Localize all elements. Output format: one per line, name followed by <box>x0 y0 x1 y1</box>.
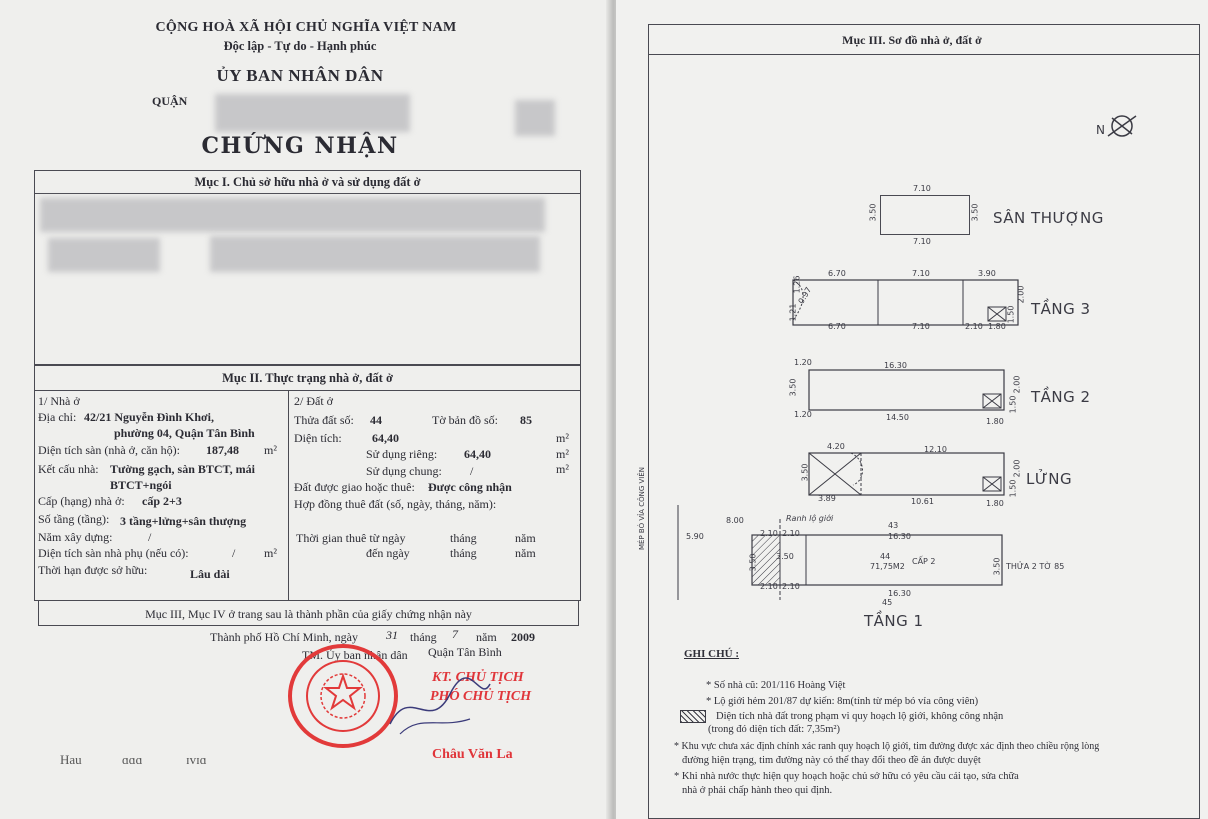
serial-mark-1: Hau <box>60 752 82 767</box>
house-grade: CẤP 2 <box>912 557 936 566</box>
aux-area-label: Diện tích sàn nhà phụ (nếu có): <box>38 546 189 560</box>
floor1-plan <box>668 505 1008 605</box>
redacted-owner-block-3 <box>210 236 540 272</box>
dim-f2-f: 3.50 <box>788 378 798 397</box>
country-heading: CỘNG HOÀ XÃ HỘI CHỦ NGHĨA VIỆT NAM <box>155 20 457 35</box>
house-heading: 1/ Nhà ở <box>38 394 80 408</box>
dim-f3-h: 2.00 <box>1016 285 1026 304</box>
national-motto: Độc lập - Tự do - Hạnh phúc <box>223 39 377 53</box>
dim-f2-b: 16.30 <box>884 361 907 370</box>
role-vice: KT. CHỦ TỊCH <box>432 670 524 685</box>
lease-to-month: tháng <box>450 546 477 560</box>
svg-text:N: N <box>1096 123 1105 137</box>
aux-area-unit: m² <box>264 546 277 560</box>
floor2-label: TẦNG 2 <box>1031 388 1091 406</box>
redacted-owner-block-2 <box>48 238 160 272</box>
land-area-unit: m² <box>556 431 569 445</box>
rooftop-plan <box>880 195 970 235</box>
allocation-label: Đất được giao hoặc thuê: <box>294 480 415 494</box>
lease-to-label: đến ngày <box>366 546 410 560</box>
dim-g-g: 2.10 <box>782 582 800 591</box>
role-vice-chair: PHÓ CHỦ TỊCH <box>430 689 532 704</box>
dim-g-a: 8.00 <box>726 516 744 525</box>
floor-area-unit: m² <box>264 443 277 457</box>
committee-district: Quận Tân Bình <box>428 645 502 659</box>
serial-mark-2: ɑɑɑ <box>122 752 143 767</box>
note-old-number: * Số nhà cũ: 201/116 Hoàng Việt <box>706 680 846 691</box>
note-renovation-1: * Khi nhà nước thực hiện quy hoạch hoặc chủ sở hữu có yêu cầu cải tạo, sửa chữa <box>674 771 1019 782</box>
redacted-district <box>215 94 410 132</box>
floors-value: 3 tầng+lửng+sân thượng <box>120 514 247 528</box>
lease-from-year: năm <box>515 531 536 545</box>
section3-divider <box>648 54 1200 55</box>
date-year-label: năm <box>476 630 497 644</box>
floor1-label: TẦNG 1 <box>864 612 924 630</box>
grade-label: Cấp (hạng) nhà ở: <box>38 494 125 508</box>
north-arrow-icon <box>1094 108 1144 144</box>
shared-use-value: / <box>470 464 474 478</box>
date-year: 2009 <box>511 630 535 644</box>
date-day: 31 <box>386 628 398 642</box>
certificate-title: CHỨNG NHẬN <box>201 133 399 159</box>
parcel-area: 71,75M2 <box>870 562 905 571</box>
signer-name: Châu Văn La <box>432 747 513 762</box>
dim-lz-f: 3.50 <box>800 463 810 482</box>
rooftop-label: SÂN THƯỢNG <box>993 209 1104 227</box>
note-hatch-1: Diện tích nhà đất trong phạm vi quy hoạch lộ giới, không công nhận <box>716 711 1004 722</box>
section2-title: Mục II. Thực trạng nhà ở, đất ở <box>222 371 393 385</box>
dim-rt-top: 7.10 <box>913 184 931 193</box>
neighbor-parcel: THỬA 2 TỜ 85 <box>1006 562 1065 571</box>
committee-heading: ỦY BAN NHÂN DÂN <box>216 66 384 85</box>
mezzanine-label: LỬNG <box>1026 470 1073 488</box>
land-area-label: Diện tích: <box>294 431 342 445</box>
dim-f3-e: 7.10 <box>912 322 930 331</box>
dim-f3-l: 1.26 <box>792 275 802 294</box>
address-label: Địa chỉ: <box>38 410 77 424</box>
hatch-legend-icon <box>680 710 706 723</box>
dim-rt-left: 3.50 <box>868 203 878 222</box>
build-year-value: / <box>148 530 152 544</box>
shared-use-label: Sử dụng chung: <box>366 464 442 478</box>
district-label: QUẬN <box>152 94 188 108</box>
certificate-right-page <box>616 0 1208 819</box>
dim-lz-h: 1.50 <box>1008 479 1018 498</box>
dim-rt-right: 3.50 <box>970 203 980 222</box>
dim-f2-d: 14.50 <box>886 413 909 422</box>
dim-f3-b: 7.10 <box>912 269 930 278</box>
dim-f2-e: 1.80 <box>986 417 1004 426</box>
dim-lz-d: 10.61 <box>911 497 934 506</box>
dim-f2-a: 1.20 <box>794 358 812 367</box>
land-area-value: 64,40 <box>372 431 399 445</box>
lot-45: 45 <box>882 598 893 607</box>
note-undetermined-2: đường hiện trạng, tim đường này có thể thay đổi theo đề án được duyệt <box>682 755 981 766</box>
note-undetermined-1: * Khu vực chưa xác định chính xác ranh quy hoạch lộ giới, tim đường được xác định theo chiều rộng lòng <box>674 741 1100 752</box>
parcel-number: 44 <box>880 552 891 561</box>
section3-title: Mục III. Sơ đồ nhà ở, đất ở <box>842 33 982 47</box>
dim-f2-g: 2.00 <box>1012 375 1022 394</box>
seal-emblem-icon <box>292 648 394 744</box>
section1-divider <box>34 193 581 194</box>
build-year-label: Năm xây dựng: <box>38 530 113 544</box>
dim-g-b: 5.90 <box>686 532 704 541</box>
dim-g-j: 3.50 <box>776 552 794 561</box>
parcel-value: 44 <box>370 413 382 427</box>
committee-line: TM. Ủy ban nhân dân <box>302 648 408 662</box>
dim-g-f: 2.10 <box>760 582 778 591</box>
floor-area-value: 187,48 <box>206 443 239 457</box>
private-use-value: 64,40 <box>464 447 491 461</box>
dim-f3-c: 3.90 <box>978 269 996 278</box>
parcel-label: Thửa đất số: <box>294 413 354 427</box>
dim-f3-i: 1.50 <box>1006 305 1016 324</box>
note-hatch-2: (trong đó diện tích đất: 7,35m²) <box>708 724 841 735</box>
note-renovation-2: nhà ở phải chấp hành theo qui định. <box>682 785 833 796</box>
floor-area-label: Diện tích sàn (nhà ở, căn hộ): <box>38 443 180 457</box>
private-use-label: Sử dụng riêng: <box>366 447 438 461</box>
shared-use-unit: m² <box>556 462 569 476</box>
lot-43: 43 <box>888 521 899 530</box>
date-month-label: tháng <box>410 630 437 644</box>
map-label: Tờ bản đồ số: <box>432 413 499 427</box>
section1-title: Mục I. Chủ sở hữu nhà ở và sử dụng đất ở <box>194 175 421 189</box>
dim-g-h: 16.30 <box>888 589 911 598</box>
structure-label: Kết cấu nhà: <box>38 462 99 476</box>
setback-label: Ranh lộ giới <box>786 514 834 523</box>
dim-lz-a: 4.20 <box>827 442 845 451</box>
lease-from-label: Thời gian thuê từ ngày <box>296 531 406 545</box>
notes-title: GHI CHÚ : <box>684 648 739 660</box>
floors-label: Số tầng (tầng): <box>38 512 110 526</box>
land-heading: 2/ Đất ở <box>294 394 334 408</box>
dim-rt-bottom: 7.10 <box>913 237 931 246</box>
dim-f3-g: 1.80 <box>988 322 1006 331</box>
lease-to-year: năm <box>515 546 536 560</box>
dim-g-d: 2.10 <box>782 529 800 538</box>
dim-g-e: 16.30 <box>888 532 911 541</box>
floor3-label: TẦNG 3 <box>1031 300 1091 318</box>
private-use-unit: m² <box>556 447 569 461</box>
redacted-district-2 <box>515 100 555 136</box>
lease-label: Hợp đồng thuê đất (số, ngày, tháng, năm): <box>294 497 497 511</box>
dim-lz-e: 1.80 <box>986 499 1004 508</box>
dim-g-k: 3.50 <box>992 557 1002 576</box>
dim-f3-d: 6.70 <box>828 322 846 331</box>
dim-f3-a: 6.70 <box>828 269 846 278</box>
dim-f3-k: 0.97 <box>796 285 814 306</box>
structure-line1: Tường gạch, sàn BTCT, mái <box>110 462 255 476</box>
dim-g-i: 3.50 <box>748 553 758 572</box>
dim-f2-h: 1.50 <box>1008 395 1018 414</box>
lease-from-month: tháng <box>450 531 477 545</box>
dim-f3-j: 1.21 <box>788 303 798 322</box>
structure-line2: BTCT+ngói <box>110 478 172 492</box>
aux-area-value: / <box>232 546 236 560</box>
dim-lz-b: 12.10 <box>924 445 947 454</box>
address-line2: phường 04, Quận Tân Bình <box>114 426 255 440</box>
grade-value: cấp 2+3 <box>142 494 182 508</box>
dim-lz-g: 2.00 <box>1012 459 1022 478</box>
dim-f3-f: 2.10 <box>965 322 983 331</box>
sidewalk-label: MÉP BÓ VỈA CÔNG VIÊN <box>638 467 646 550</box>
serial-mark-3: ɪvɪɑ <box>186 752 207 767</box>
map-value: 85 <box>520 413 532 427</box>
term-value: Lâu dài <box>190 567 230 581</box>
address-line1: 42/21 Nguyễn Đình Khơi, <box>84 410 215 424</box>
redacted-owner-block-1 <box>40 198 545 232</box>
date-city-line: Thành phố Hồ Chí Minh, ngày <box>210 630 358 644</box>
date-month: 7 <box>452 627 458 641</box>
handwritten-signature-icon <box>380 664 500 744</box>
term-label: Thời hạn được sở hữu: <box>38 563 148 577</box>
dim-g-c: 2.10 <box>760 529 778 538</box>
section2-column-divider <box>288 390 289 601</box>
allocation-value: Được công nhận <box>428 480 512 494</box>
dim-f2-c: 1.20 <box>794 410 812 419</box>
footer-note: Mục III, Mục IV ở trang sau là thành phần của giấy chứng nhận này <box>145 607 472 621</box>
section2-divider <box>34 390 581 391</box>
dim-lz-c: 3.89 <box>818 494 836 503</box>
note-road-width: * Lộ giới hẻm 201/87 dự kiến: 8m(tính từ mép bó vỉa công viên) <box>706 696 979 707</box>
